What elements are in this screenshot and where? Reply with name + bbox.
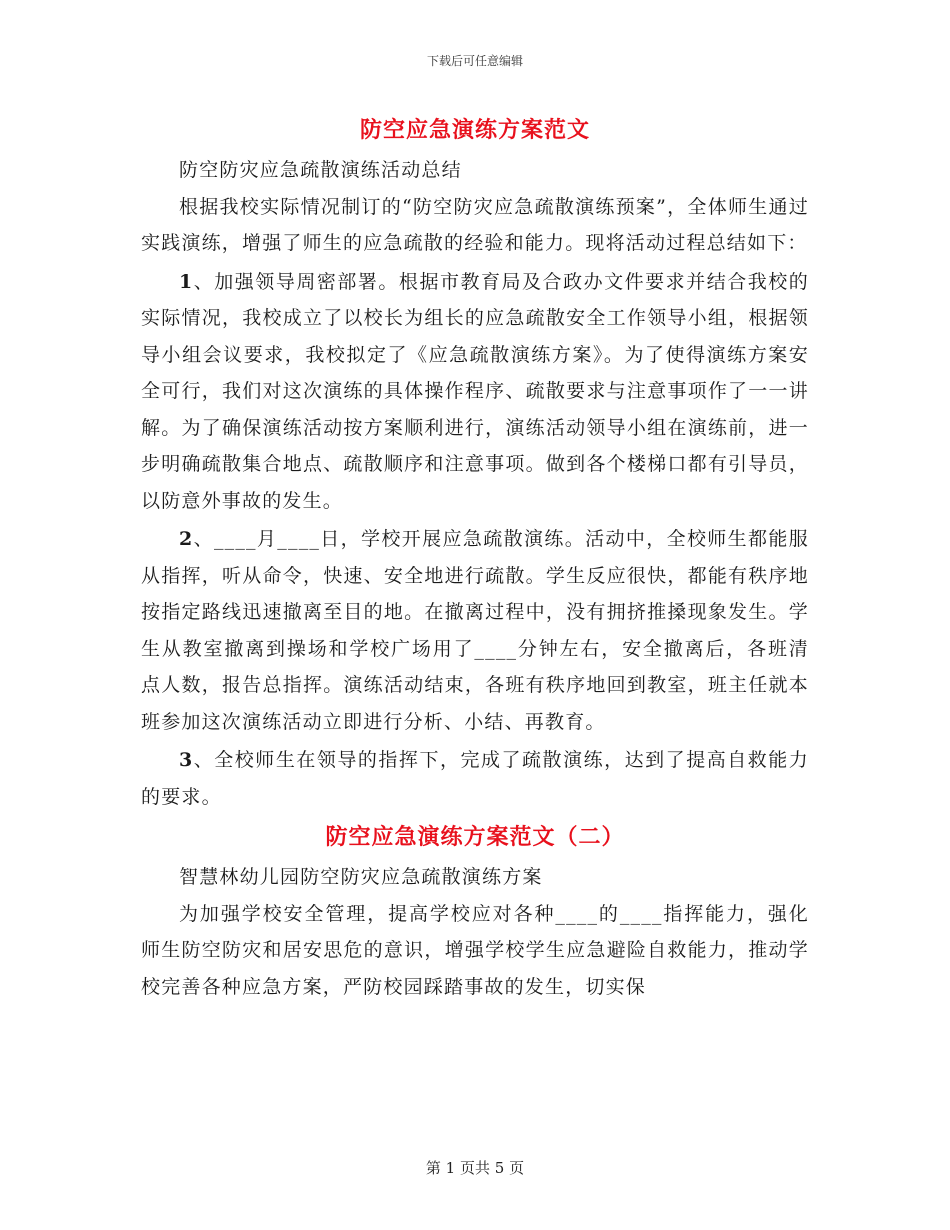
- section-1: [141, 108, 809, 815]
- section-2: [141, 815, 809, 1005]
- page-header-note: 下载后可任意编辑: [426, 54, 523, 68]
- item-number: 3: [179, 749, 194, 771]
- document-body: [141, 108, 809, 1005]
- item-text: 、加强领导周密部署。根据市教育局及合政办文件要求并结合我校的实际情况，我校成立了以校长为组长的应急疏散安全工作领导小组，根据领导小组会议要求，我校拟定了《应急疏散演练方案》。为了使得演练方案安全可行，我们对这次演练的具体操作程序、疏散要求与注意事项作了一一讲解。为了确保演练活动按方案顺利进行，演练活动领导小组在演练前，进一步明确疏散集合地点、疏散顺序和注意事项。做到各个楼梯口都有引导员，以防意外事故的发生。: [141, 270, 809, 512]
- numbered-paragraph: [141, 521, 809, 740]
- numbered-paragraph: [141, 264, 809, 520]
- intro-paragraph: 根据我校实际情况制订的“防空防灾应急疏散演练预案”，全体师生通过实践演练，增强了师生的应急疏散的经验和能力。现将活动过程总结如下：: [141, 195, 809, 254]
- section-title: 防空应急演练方案范文: [359, 117, 590, 143]
- item-text: 、全校师生在领导的指挥下，完成了疏散演练，达到了提高自救能力的要求。: [141, 749, 809, 808]
- section-subtitle: 智慧林幼儿园防空防灾应急疏散演练方案: [179, 866, 543, 888]
- page-footer-note: 第 1 页共 5 页: [425, 1159, 525, 1177]
- item-number: 2: [179, 528, 194, 550]
- item-text: 、____月____日，学校开展应急疏散演练。活动中，全校师生都能服从指挥，听从命令，快速、安全地进行疏散。学生反应很快，都能有秩序地按指定路线迅速撤离至目的地。在撤离过程中，没有拥挤推搡现象发生。学生从教室撤离到操场和学校广场用了____分钟左右，安全撤离后，各班清点人数，报告总指挥。演练活动结束，各班有秩序地回到教室，班主任就本班参加这次演练活动立即进行分析、小结、再教育。: [141, 528, 809, 733]
- section-title: 防空应急演练方案范文（二）: [325, 824, 625, 850]
- intro-paragraph: 为加强学校安全管理，提高学校应对各种____的____指挥能力，强化师生防空防灾和居安思危的意识，增强学校学生应急避险自救能力，推动学校完善各种应急方案，严防校园踩踏事故的发生，切实保: [141, 902, 809, 998]
- item-number: 1: [179, 270, 194, 293]
- numbered-paragraph: [141, 742, 809, 815]
- section-subtitle: 防空防灾应急疏散演练活动总结: [179, 159, 462, 181]
